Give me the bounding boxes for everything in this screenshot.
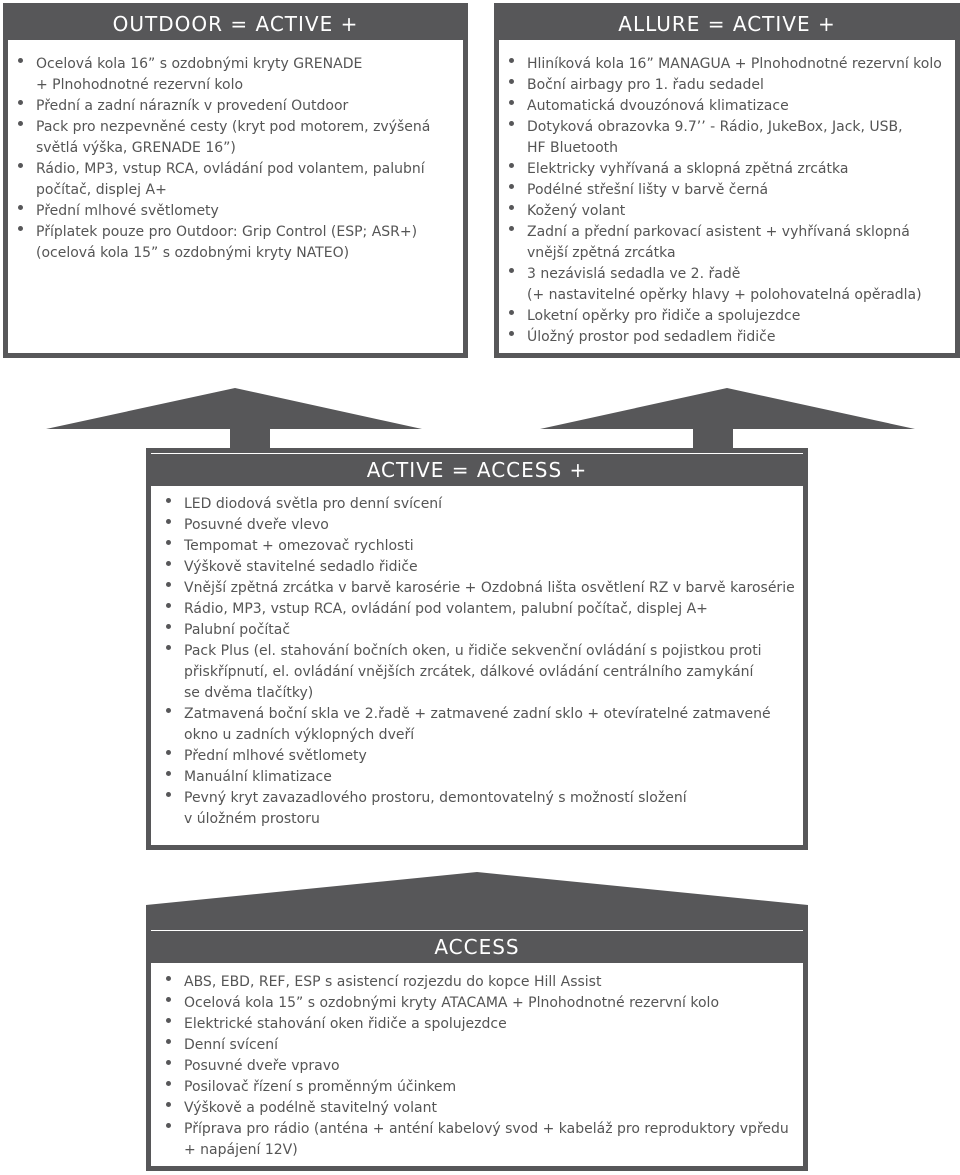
feature-item-text: Ocelová kola 16” s ozdobnými kryty GRENADE xyxy=(36,56,363,72)
feature-item-text: Zatmavená boční skla ve 2.řadě + zatmavené zadní sklo + otevíratelné zatmavené xyxy=(184,706,771,722)
feature-item-text: Boční airbagy pro 1. řadu sedadel xyxy=(527,77,764,93)
feature-item xyxy=(159,1056,803,1077)
feature-item xyxy=(159,704,803,746)
feature-item xyxy=(159,767,803,788)
feature-item-text: 3 nezávislá sedadla ve 2. řadě xyxy=(527,266,741,282)
feature-item-text: Přední a zadní nárazník v provedení Outdoor xyxy=(36,98,349,114)
feature-item-text: Výškově a podélně stavitelný volant xyxy=(184,1100,437,1116)
feature-item-text: Podélné střešní lišty v barvě černá xyxy=(527,182,769,198)
feature-item-text: Posilovač řízení s proměnným účinkem xyxy=(184,1079,457,1095)
feature-item-text: + Plnohodnotné rezervní kolo xyxy=(36,77,244,93)
feature-item-text: Pack pro nezpevněné cesty (kryt pod motorem, zvýšená xyxy=(36,119,431,135)
feature-item xyxy=(11,117,463,159)
feature-item-text: Pack Plus (el. stahování bočních oken, u řidiče sekvenční ovládání s pojistkou proti xyxy=(184,643,762,659)
feature-item-text: Palubní počítač xyxy=(184,622,291,638)
feature-item xyxy=(159,641,803,704)
arrow-to-outdoor xyxy=(46,388,422,450)
arrow-to-allure xyxy=(540,388,915,450)
feature-item xyxy=(11,54,463,96)
feature-item xyxy=(159,515,803,536)
outdoor-feature-list xyxy=(8,40,463,264)
feature-item-text: Vnější zpětná zrcátka v barvě karosérie + Ozdobná lišta osvětlení RZ v barvě karosérie xyxy=(184,580,795,596)
feature-item-text: Přední mlhové světlomety xyxy=(184,748,367,764)
feature-item xyxy=(502,327,955,348)
allure-title: ALLURE = ACTIVE + xyxy=(499,8,955,40)
feature-item-text: Posuvné dveře vpravo xyxy=(184,1058,340,1074)
feature-item-text: Příplatek pouze pro Outdoor: Grip Control (ESP; ASR+) xyxy=(36,224,418,240)
feature-item-text: ABS, EBD, REF, ESP s asistencí rozjezdu do kopce Hill Assist xyxy=(184,974,602,990)
feature-item xyxy=(502,159,955,180)
feature-item xyxy=(502,264,955,306)
feature-item-text: (ocelová kola 15” s ozdobnými kryty NATEO) xyxy=(36,245,350,261)
feature-item-text: HF Bluetooth xyxy=(527,140,618,156)
feature-item-text: Elektricky vyhřívaná a sklopná zpětná zrcátka xyxy=(527,161,849,177)
allure-feature-list xyxy=(499,40,955,348)
feature-item xyxy=(159,993,803,1014)
feature-item xyxy=(502,222,955,264)
feature-item-text: Rádio, MP3, vstup RCA, ovládání pod volantem, palubní xyxy=(36,161,425,177)
feature-item-text: Dotyková obrazovka 9.7’’ - Rádio, JukeBox, Jack, USB, xyxy=(527,119,903,135)
feature-item xyxy=(502,75,955,96)
feature-item-text: Automatická dvouzónová klimatizace xyxy=(527,98,789,114)
feature-item xyxy=(159,788,803,830)
arrow-access-to-active xyxy=(146,872,808,928)
feature-item-text: Manuální klimatizace xyxy=(184,769,332,785)
feature-item-text: Posuvné dveře vlevo xyxy=(184,517,329,533)
feature-item xyxy=(502,201,955,222)
active-feature-list xyxy=(151,486,803,830)
feature-item xyxy=(159,1014,803,1035)
feature-item xyxy=(159,620,803,641)
feature-item-text: světlá výška, GRENADE 16”) xyxy=(36,140,236,156)
feature-item xyxy=(502,96,955,117)
outdoor-title: OUTDOOR = ACTIVE + xyxy=(8,8,463,40)
feature-item-text: Tempomat + omezovač rychlosti xyxy=(184,538,414,554)
feature-item xyxy=(159,746,803,767)
feature-item xyxy=(502,180,955,201)
feature-item xyxy=(159,972,803,993)
feature-item-text: přiskřípnutí, el. ovládání vnějších zrcátek, dálkové ovládání centrálního zamykání xyxy=(184,664,754,680)
feature-item xyxy=(159,557,803,578)
allure-trim-box xyxy=(494,3,960,358)
feature-item-text: Kožený volant xyxy=(527,203,626,219)
feature-item-text: okno u zadních výklopných dveří xyxy=(184,727,415,743)
access-title: ACCESS xyxy=(151,931,803,963)
feature-item-text: Výškově stavitelné sedadlo řidiče xyxy=(184,559,418,575)
feature-item xyxy=(159,1077,803,1098)
feature-item-text: vnější zpětná zrcátka xyxy=(527,245,676,261)
feature-item-text: LED diodová světla pro denní svícení xyxy=(184,496,443,512)
feature-item-text: Pevný kryt zavazadlového prostoru, demontovatelný s možností složení xyxy=(184,790,687,806)
feature-item-text: + napájení 12V) xyxy=(184,1142,298,1158)
feature-item-text: Zadní a přední parkovací asistent + vyhřívaná sklopná xyxy=(527,224,910,240)
feature-item-text: Ocelová kola 15” s ozdobnými kryty ATACAMA + Plnohodnotné rezervní kolo xyxy=(184,995,720,1011)
feature-item xyxy=(502,54,955,75)
feature-item xyxy=(11,96,463,117)
active-title: ACTIVE = ACCESS + xyxy=(151,454,803,486)
feature-item-text: se dvěma tlačítky) xyxy=(184,685,314,701)
feature-item-text: (+ nastavitelné opěrky hlavy + polohovatelná opěradla) xyxy=(527,287,922,303)
feature-item-text: Hliníková kola 16” MANAGUA + Plnohodnotné rezervní kolo xyxy=(527,56,942,72)
feature-item xyxy=(159,1035,803,1056)
active-trim-box xyxy=(146,448,808,850)
feature-item xyxy=(159,494,803,515)
feature-item-text: počítač, displej A+ xyxy=(36,182,167,198)
feature-item-text: Příprava pro rádio (anténa + anténí kabelový svod + kabeláž pro reproduktory vpředu xyxy=(184,1121,789,1137)
feature-item xyxy=(11,222,463,264)
feature-item xyxy=(159,1119,803,1161)
feature-item xyxy=(159,1098,803,1119)
feature-item-text: Rádio, MP3, vstup RCA, ovládání pod volantem, palubní počítač, displej A+ xyxy=(184,601,708,617)
feature-item xyxy=(159,536,803,557)
feature-item-text: v úložném prostoru xyxy=(184,811,320,827)
feature-item-text: Elektrické stahování oken řidiče a spolujezdce xyxy=(184,1016,507,1032)
feature-item xyxy=(502,306,955,327)
feature-item xyxy=(502,117,955,159)
outdoor-trim-box xyxy=(3,3,468,358)
feature-item xyxy=(11,159,463,201)
feature-item xyxy=(159,599,803,620)
access-trim-box xyxy=(146,925,808,1171)
feature-item xyxy=(11,201,463,222)
feature-item-text: Loketní opěrky pro řidiče a spolujezdce xyxy=(527,308,801,324)
feature-item-text: Úložný prostor pod sedadlem řidiče xyxy=(527,329,776,345)
access-feature-list xyxy=(151,963,803,1161)
feature-item-text: Denní svícení xyxy=(184,1037,279,1053)
feature-item-text: Přední mlhové světlomety xyxy=(36,203,219,219)
feature-item xyxy=(159,578,803,599)
